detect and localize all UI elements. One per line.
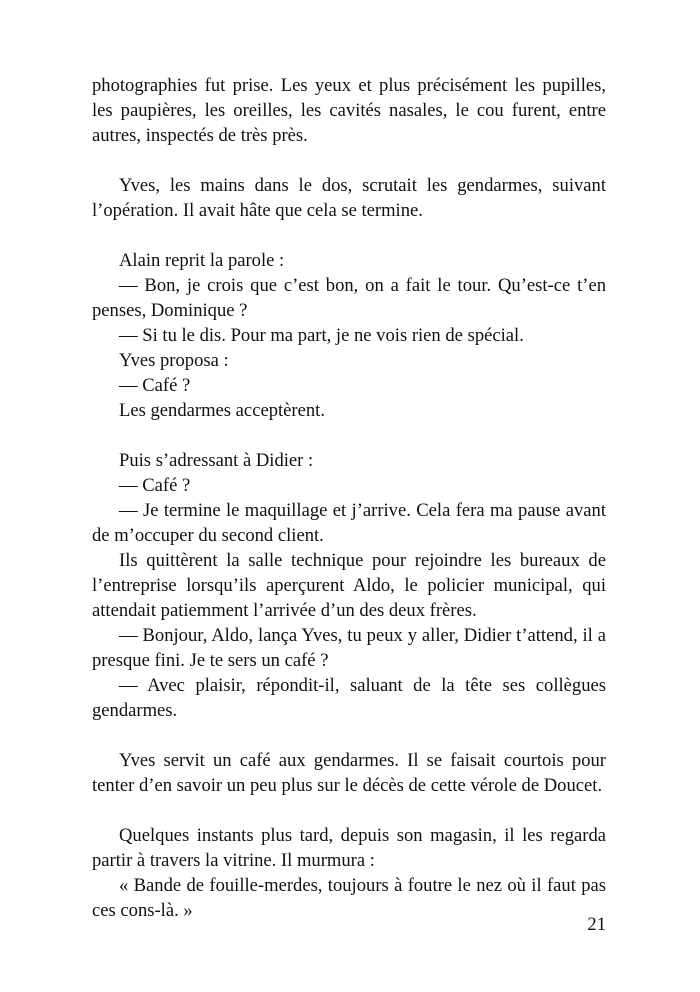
dialogue-didier-reply: — Je termine le maquillage et j’arrive. Cela fera ma pause avant de m’occuper du second client. [92, 500, 606, 546]
dialogue-yves-to-aldo: — Bonjour, Aldo, lança Yves, tu peux y aller, Didier t’attend, il a presque fini. Je te sers un café ? [92, 625, 606, 671]
dialogue-coffee-offer: — Café ? [119, 375, 191, 396]
dialogue-aldo-reply: — Avec plaisir, répondit-il, saluant de la tête ses collègues gendarmes. [92, 675, 606, 721]
paragraph-gendarmes-accept: Les gendarmes acceptèrent. [119, 400, 325, 421]
paragraph-murmur: « Bande de fouille-merdes, toujours à foutre le nez où il faut pas ces cons-là. » [92, 875, 606, 921]
paragraph-yves-watching: Yves, les mains dans le dos, scrutait les gendarmes, suivant l’opération. Il avait hâte que cela se termine. [92, 175, 606, 221]
paragraph-alain-speaks: Alain reprit la parole : [119, 250, 285, 271]
dialogue-dominique: — Si tu le dis. Pour ma part, je ne vois rien de spécial. [119, 325, 524, 346]
dialogue-alain: — Bon, je crois que c’est bon, on a fait le tour. Qu’est-ce t’en penses, Dominique ? [92, 275, 606, 321]
page-number: 21 [587, 914, 606, 935]
page-body [92, 73, 606, 923]
paragraph-to-didier: Puis s’adressant à Didier : [119, 450, 314, 471]
paragraph-coffee-served: Yves servit un café aux gendarmes. Il se faisait courtois pour tenter d’en savoir un peu plus sur le décès de cette vérole de Doucet. [92, 750, 606, 796]
dialogue-coffee-didier: — Café ? [119, 475, 191, 496]
paragraph-leave-room: Ils quittèrent la salle technique pour rejoindre les bureaux de l’entreprise lorsqu’ils aperçurent Aldo, le policier municipal, qui attendait patiemment l’arrivée d’un des deux frères. [92, 550, 606, 621]
paragraph-watching-leave: Quelques instants plus tard, depuis son magasin, il les regarda partir à travers la vitrine. Il murmura : [92, 825, 606, 871]
paragraph-opening: photographies fut prise. Les yeux et plus précisément les pupilles, les paupières, les oreilles, les cavités nasales, le cou furent, entre autres, inspectés de très près. [92, 75, 606, 146]
paragraph-yves-proposes: Yves proposa : [119, 350, 229, 371]
